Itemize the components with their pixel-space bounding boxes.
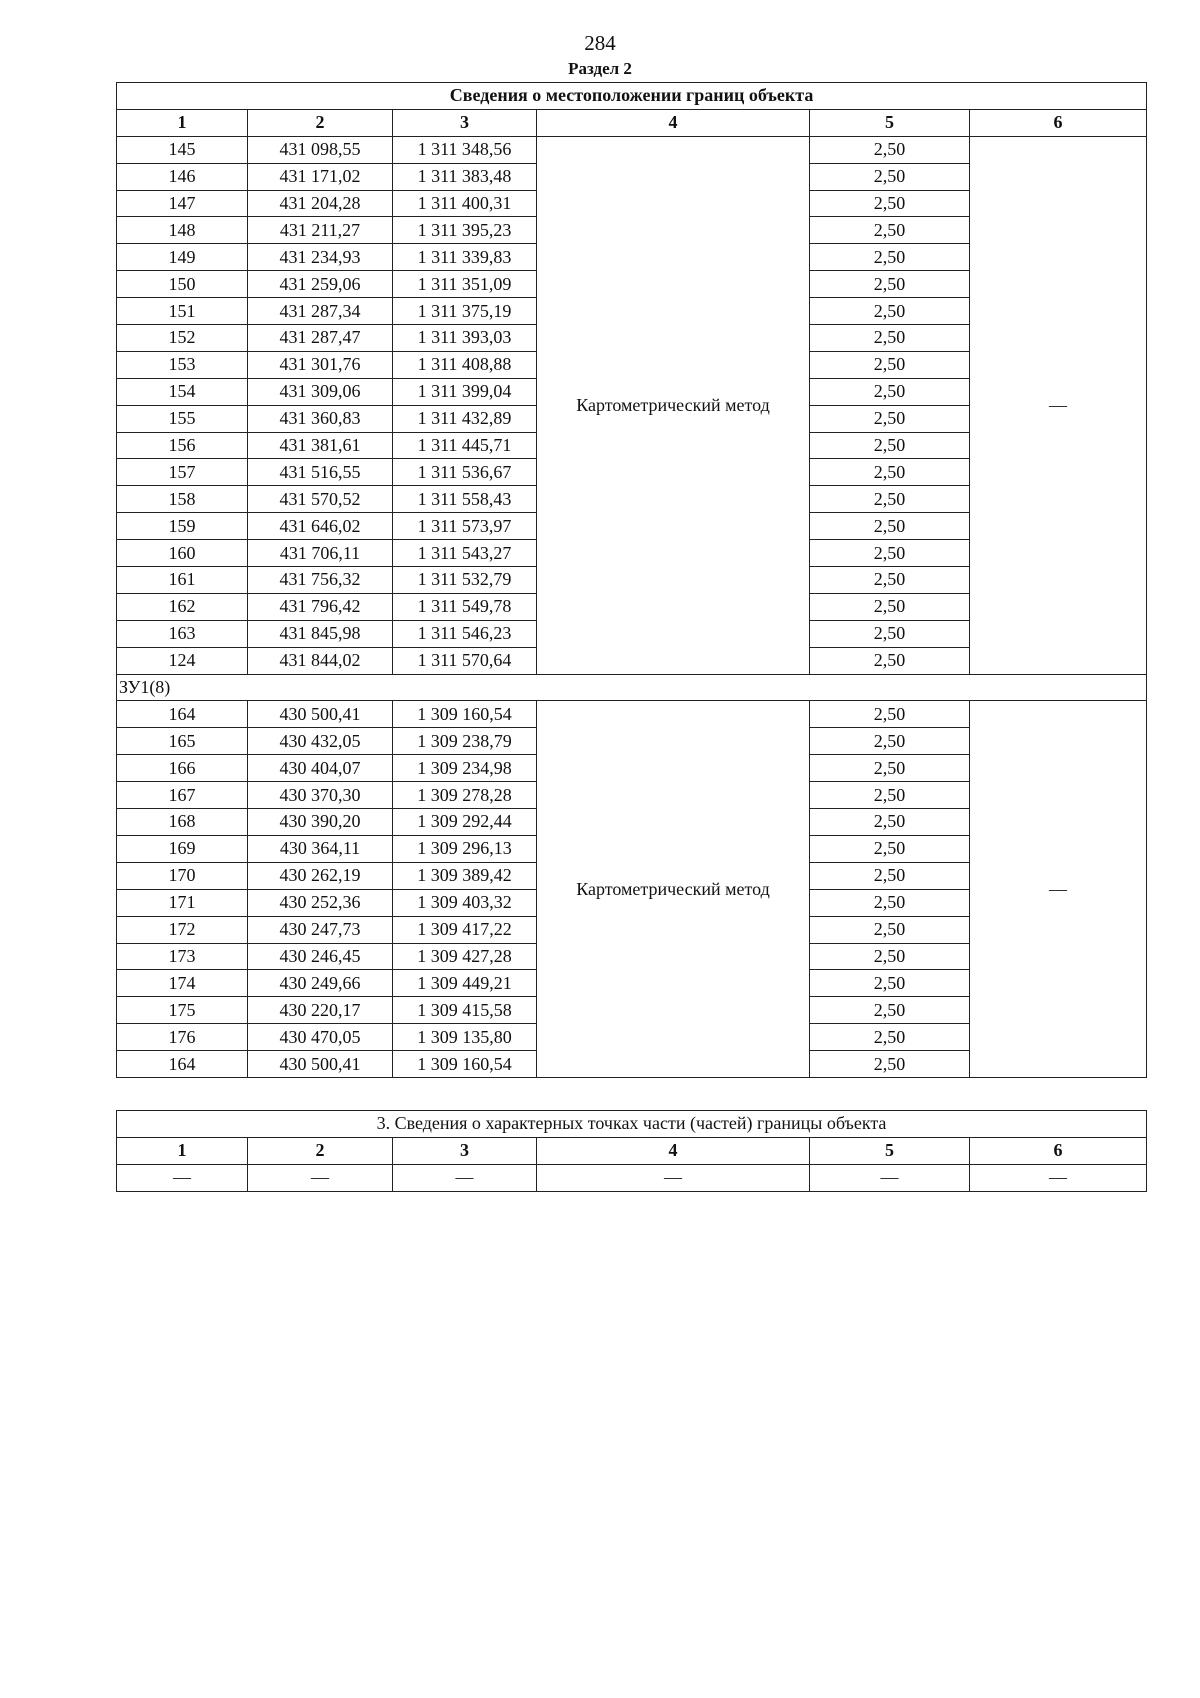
x-coordinate-cell: 431 646,02 (248, 513, 393, 540)
y-coordinate-cell: 1 311 395,23 (393, 217, 537, 244)
point-number-cell: 167 (117, 782, 248, 809)
x-coordinate-cell: 430 364,11 (248, 835, 393, 862)
x-coordinate-cell: 430 247,73 (248, 916, 393, 943)
y-coordinate-cell: 1 309 278,28 (393, 782, 537, 809)
x-coordinate-cell: 431 301,76 (248, 351, 393, 378)
point-number-cell: 159 (117, 513, 248, 540)
y-coordinate-cell: 1 311 546,23 (393, 620, 537, 647)
method-cell: Картометрический метод (537, 701, 810, 1077)
point-number-cell: 166 (117, 755, 248, 782)
accuracy-cell: 2,50 (810, 943, 970, 970)
x-coordinate-cell: 431 259,06 (248, 271, 393, 298)
y-coordinate-cell: 1 309 135,80 (393, 1024, 537, 1051)
accuracy-cell: 2,50 (810, 889, 970, 916)
accuracy-cell: 2,50 (810, 862, 970, 889)
empty-cell: — (537, 1164, 810, 1191)
y-coordinate-cell: 1 309 415,58 (393, 997, 537, 1024)
y-coordinate-cell: 1 311 445,71 (393, 432, 537, 459)
y-coordinate-cell: 1 311 351,09 (393, 271, 537, 298)
empty-cell: — (393, 1164, 537, 1191)
x-coordinate-cell: 431 171,02 (248, 163, 393, 190)
column-header: 1 (117, 109, 248, 136)
accuracy-cell: 2,50 (810, 190, 970, 217)
accuracy-cell: 2,50 (810, 701, 970, 728)
column6-cell: — (970, 136, 1147, 674)
accuracy-cell: 2,50 (810, 378, 970, 405)
x-coordinate-cell: 431 796,42 (248, 593, 393, 620)
point-number-cell: 160 (117, 540, 248, 567)
x-coordinate-cell: 431 706,11 (248, 540, 393, 567)
accuracy-cell: 2,50 (810, 540, 970, 567)
point-number-cell: 168 (117, 809, 248, 836)
group-label: ЗУ1(8) (117, 674, 1147, 701)
x-coordinate-cell: 431 204,28 (248, 190, 393, 217)
y-coordinate-cell: 1 311 570,64 (393, 647, 537, 674)
method-cell: Картометрический метод (537, 136, 810, 674)
point-number-cell: 152 (117, 325, 248, 352)
table-row (117, 136, 1147, 163)
point-number-cell: 146 (117, 163, 248, 190)
y-coordinate-cell: 1 311 408,88 (393, 351, 537, 378)
accuracy-cell: 2,50 (810, 513, 970, 540)
point-number-cell: 154 (117, 378, 248, 405)
y-coordinate-cell: 1 311 532,79 (393, 567, 537, 594)
y-coordinate-cell: 1 311 573,97 (393, 513, 537, 540)
point-number-cell: 163 (117, 620, 248, 647)
x-coordinate-cell: 431 287,34 (248, 298, 393, 325)
accuracy-cell: 2,50 (810, 970, 970, 997)
accuracy-cell: 2,50 (810, 217, 970, 244)
x-coordinate-cell: 430 370,30 (248, 782, 393, 809)
accuracy-cell: 2,50 (810, 916, 970, 943)
accuracy-cell: 2,50 (810, 486, 970, 513)
accuracy-cell: 2,50 (810, 835, 970, 862)
empty-cell: — (810, 1164, 970, 1191)
point-number-cell: 151 (117, 298, 248, 325)
point-number-cell: 156 (117, 432, 248, 459)
parts-title-row (117, 1111, 1147, 1138)
y-coordinate-cell: 1 311 375,19 (393, 298, 537, 325)
column-header: 2 (248, 109, 393, 136)
x-coordinate-cell: 430 500,41 (248, 1051, 393, 1078)
point-number-cell: 148 (117, 217, 248, 244)
x-coordinate-cell: 431 234,93 (248, 244, 393, 271)
parts-table (116, 1110, 1147, 1192)
parts-section-title: 3. Сведения о характерных точках части (частей) границы объекта (117, 1111, 1147, 1138)
x-coordinate-cell: 430 500,41 (248, 701, 393, 728)
accuracy-cell: 2,50 (810, 1051, 970, 1078)
x-coordinate-cell: 430 220,17 (248, 997, 393, 1024)
y-coordinate-cell: 1 311 558,43 (393, 486, 537, 513)
x-coordinate-cell: 431 845,98 (248, 620, 393, 647)
point-number-cell: 153 (117, 351, 248, 378)
x-coordinate-cell: 431 309,06 (248, 378, 393, 405)
table-title: Сведения о местоположении границ объекта (117, 83, 1147, 110)
point-number-cell: 147 (117, 190, 248, 217)
x-coordinate-cell: 430 404,07 (248, 755, 393, 782)
y-coordinate-cell: 1 311 339,83 (393, 244, 537, 271)
boundary-coordinates-table (116, 82, 1147, 1078)
point-number-cell: 165 (117, 728, 248, 755)
accuracy-cell: 2,50 (810, 782, 970, 809)
point-number-cell: 176 (117, 1024, 248, 1051)
point-number-cell: 164 (117, 701, 248, 728)
y-coordinate-cell: 1 311 400,31 (393, 190, 537, 217)
y-coordinate-cell: 1 309 238,79 (393, 728, 537, 755)
point-number-cell: 171 (117, 889, 248, 916)
y-coordinate-cell: 1 311 393,03 (393, 325, 537, 352)
accuracy-cell: 2,50 (810, 298, 970, 325)
column-header: 5 (810, 109, 970, 136)
column-header: 2 (248, 1137, 393, 1164)
point-number-cell: 172 (117, 916, 248, 943)
accuracy-cell: 2,50 (810, 271, 970, 298)
x-coordinate-cell: 431 516,55 (248, 459, 393, 486)
column6-cell: — (970, 701, 1147, 1077)
page-number: 284 (584, 31, 616, 55)
accuracy-cell: 2,50 (810, 405, 970, 432)
x-coordinate-cell: 430 390,20 (248, 809, 393, 836)
point-number-cell: 149 (117, 244, 248, 271)
y-coordinate-cell: 1 309 296,13 (393, 835, 537, 862)
x-coordinate-cell: 430 252,36 (248, 889, 393, 916)
accuracy-cell: 2,50 (810, 755, 970, 782)
parts-empty-row (117, 1164, 1147, 1191)
y-coordinate-cell: 1 311 432,89 (393, 405, 537, 432)
group-label-row (117, 674, 1147, 701)
x-coordinate-cell: 431 287,47 (248, 325, 393, 352)
accuracy-cell: 2,50 (810, 351, 970, 378)
empty-cell: — (117, 1164, 248, 1191)
y-coordinate-cell: 1 309 234,98 (393, 755, 537, 782)
y-coordinate-cell: 1 309 160,54 (393, 1051, 537, 1078)
point-number-cell: 155 (117, 405, 248, 432)
column-header: 4 (537, 109, 810, 136)
column-header-row (117, 109, 1147, 136)
accuracy-cell: 2,50 (810, 432, 970, 459)
accuracy-cell: 2,50 (810, 1024, 970, 1051)
y-coordinate-cell: 1 309 449,21 (393, 970, 537, 997)
x-coordinate-cell: 430 246,45 (248, 943, 393, 970)
table-row (117, 701, 1147, 728)
x-coordinate-cell: 430 470,05 (248, 1024, 393, 1051)
x-coordinate-cell: 431 211,27 (248, 217, 393, 244)
point-number-cell: 162 (117, 593, 248, 620)
x-coordinate-cell: 430 262,19 (248, 862, 393, 889)
point-number-cell: 150 (117, 271, 248, 298)
column-header: 3 (393, 1137, 537, 1164)
x-coordinate-cell: 431 098,55 (248, 136, 393, 163)
y-coordinate-cell: 1 311 399,04 (393, 378, 537, 405)
x-coordinate-cell: 431 844,02 (248, 647, 393, 674)
empty-cell: — (970, 1164, 1147, 1191)
parts-header-row (117, 1137, 1147, 1164)
x-coordinate-cell: 430 249,66 (248, 970, 393, 997)
y-coordinate-cell: 1 309 292,44 (393, 809, 537, 836)
point-number-cell: 174 (117, 970, 248, 997)
accuracy-cell: 2,50 (810, 459, 970, 486)
column-header: 6 (970, 1137, 1147, 1164)
accuracy-cell: 2,50 (810, 244, 970, 271)
empty-cell: — (248, 1164, 393, 1191)
point-number-cell: 161 (117, 567, 248, 594)
column-header: 4 (537, 1137, 810, 1164)
section-label: Раздел 2 (568, 59, 632, 78)
point-number-cell: 169 (117, 835, 248, 862)
table-body (117, 136, 1147, 1077)
column-header: 6 (970, 109, 1147, 136)
y-coordinate-cell: 1 311 348,56 (393, 136, 537, 163)
y-coordinate-cell: 1 309 403,32 (393, 889, 537, 916)
point-number-cell: 157 (117, 459, 248, 486)
y-coordinate-cell: 1 309 427,28 (393, 943, 537, 970)
accuracy-cell: 2,50 (810, 809, 970, 836)
x-coordinate-cell: 431 360,83 (248, 405, 393, 432)
y-coordinate-cell: 1 311 536,67 (393, 459, 537, 486)
point-number-cell: 145 (117, 136, 248, 163)
point-number-cell: 124 (117, 647, 248, 674)
point-number-cell: 158 (117, 486, 248, 513)
table-title-row (117, 83, 1147, 110)
y-coordinate-cell: 1 311 383,48 (393, 163, 537, 190)
column-header: 1 (117, 1137, 248, 1164)
x-coordinate-cell: 431 756,32 (248, 567, 393, 594)
y-coordinate-cell: 1 309 160,54 (393, 701, 537, 728)
accuracy-cell: 2,50 (810, 620, 970, 647)
accuracy-cell: 2,50 (810, 325, 970, 352)
y-coordinate-cell: 1 309 417,22 (393, 916, 537, 943)
x-coordinate-cell: 431 381,61 (248, 432, 393, 459)
point-number-cell: 173 (117, 943, 248, 970)
point-number-cell: 175 (117, 997, 248, 1024)
accuracy-cell: 2,50 (810, 647, 970, 674)
accuracy-cell: 2,50 (810, 567, 970, 594)
x-coordinate-cell: 430 432,05 (248, 728, 393, 755)
point-number-cell: 170 (117, 862, 248, 889)
y-coordinate-cell: 1 309 389,42 (393, 862, 537, 889)
accuracy-cell: 2,50 (810, 728, 970, 755)
x-coordinate-cell: 431 570,52 (248, 486, 393, 513)
y-coordinate-cell: 1 311 543,27 (393, 540, 537, 567)
accuracy-cell: 2,50 (810, 997, 970, 1024)
column-header: 3 (393, 109, 537, 136)
accuracy-cell: 2,50 (810, 136, 970, 163)
column-header: 5 (810, 1137, 970, 1164)
accuracy-cell: 2,50 (810, 593, 970, 620)
point-number-cell: 164 (117, 1051, 248, 1078)
y-coordinate-cell: 1 311 549,78 (393, 593, 537, 620)
accuracy-cell: 2,50 (810, 163, 970, 190)
